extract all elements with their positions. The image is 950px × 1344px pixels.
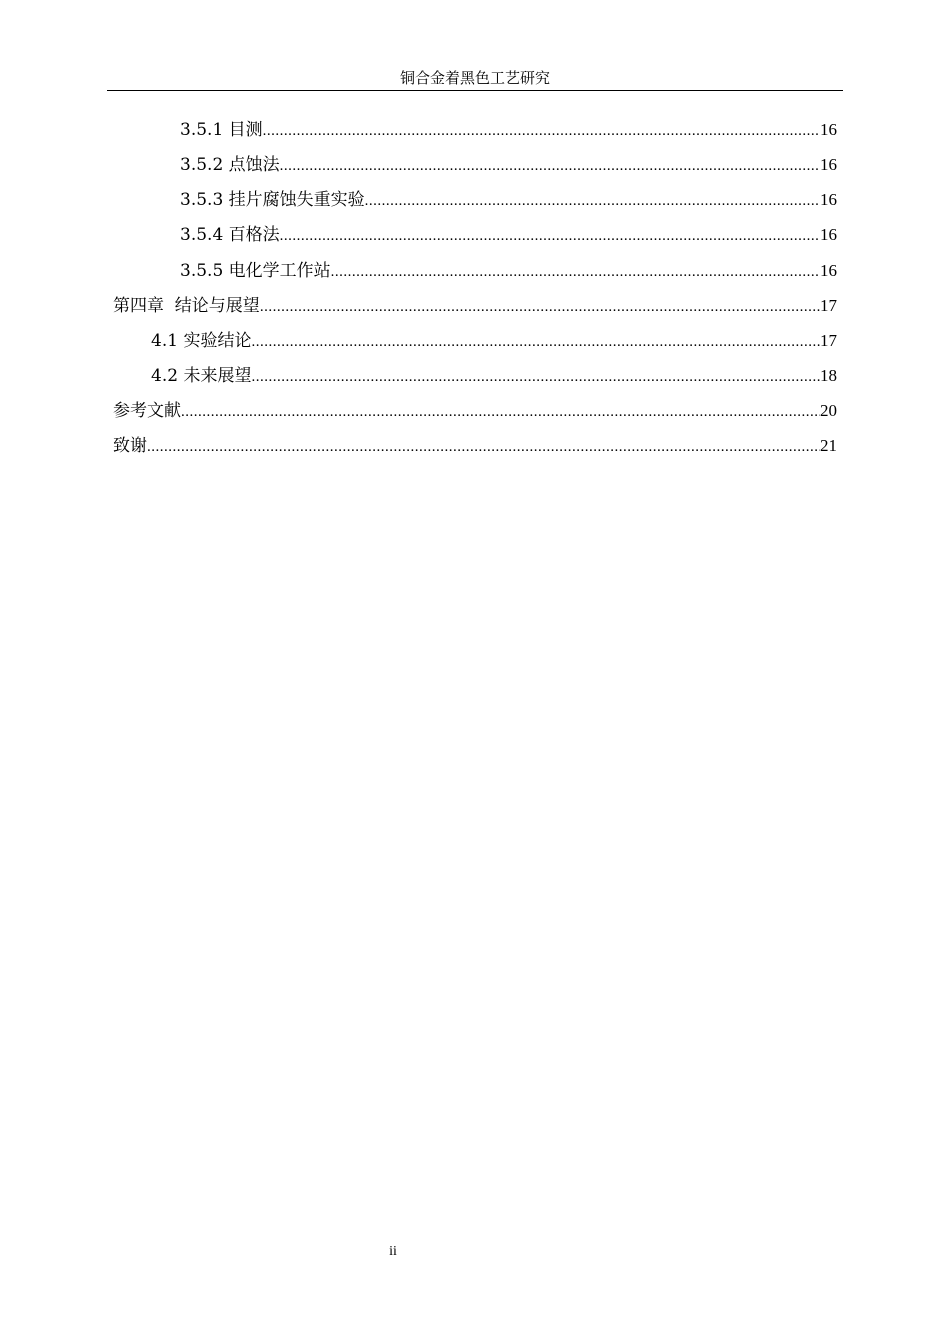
toc-entry[interactable] — [180, 223, 837, 248]
running-header: 铜合金着黑色工艺研究 — [399, 69, 550, 87]
toc-leader-dots — [260, 295, 820, 319]
toc-entry-label: 4.2 未来展望 — [151, 366, 252, 386]
toc-entry[interactable] — [180, 259, 837, 284]
toc-entry-page: 20 — [820, 401, 837, 420]
page-number: ii — [389, 1244, 397, 1259]
toc-entry-label: 参考文献 — [113, 401, 181, 421]
toc-leader-dots — [280, 224, 820, 248]
toc-entry-page: 16 — [820, 261, 837, 280]
toc-entry-label: 3.5.2 点蚀法 — [180, 155, 280, 175]
toc-chapter-entry[interactable] — [113, 294, 837, 319]
toc-entry-label: 致谢 — [113, 436, 147, 456]
toc-entry-label: 3.5.5 电化学工作站 — [180, 261, 331, 281]
toc-entry-page: 16 — [820, 225, 837, 244]
toc-entry[interactable] — [180, 153, 837, 178]
toc-leader-dots — [181, 400, 820, 424]
toc-entry-label: 3.5.3 挂片腐蚀失重实验 — [180, 190, 365, 210]
toc-chapter-entry[interactable] — [113, 399, 837, 424]
toc-leader-dots — [280, 154, 820, 178]
toc-leader-dots — [251, 365, 820, 389]
toc-entry-page: 16 — [820, 120, 837, 139]
toc-leader-dots — [147, 435, 820, 459]
toc-leader-dots — [251, 330, 820, 354]
toc-entry-label: 3.5.1 目测 — [180, 120, 263, 140]
toc-entry-page: 17 — [820, 331, 837, 350]
toc-entry-page: 17 — [820, 296, 837, 315]
toc-entry-page: 18 — [820, 366, 837, 385]
toc-entry[interactable] — [151, 364, 837, 389]
toc-entry-label: 第四章 结论与展望 — [113, 296, 260, 316]
toc-entry[interactable] — [151, 329, 837, 354]
toc-entry-label: 4.1 实验结论 — [151, 331, 252, 351]
toc-entry-page: 16 — [820, 190, 837, 209]
toc-leader-dots — [263, 119, 820, 143]
toc-chapter-entry[interactable] — [113, 434, 837, 459]
toc-entry-label: 3.5.4 百格法 — [180, 225, 280, 245]
toc-entry[interactable] — [180, 118, 837, 143]
toc-leader-dots — [365, 189, 820, 213]
toc-leader-dots — [331, 260, 820, 284]
toc-entry[interactable] — [180, 188, 837, 213]
toc-entry-page: 16 — [820, 155, 837, 174]
header-divider — [107, 90, 843, 91]
toc-entry-page: 21 — [820, 436, 837, 455]
